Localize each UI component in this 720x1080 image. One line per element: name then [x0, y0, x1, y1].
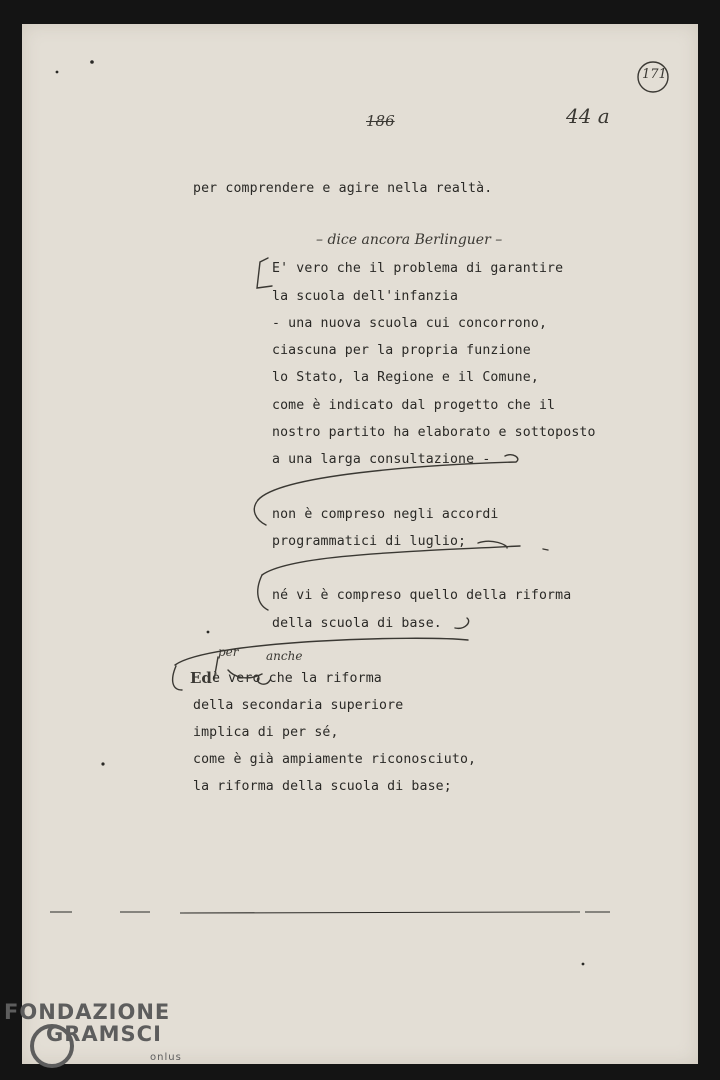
typed-line: della secondaria superiore	[193, 698, 404, 713]
archive-stamp-number: 171	[642, 67, 667, 82]
typed-line: implica di per sé,	[193, 725, 339, 740]
typed-line: la riforma della scuola di base;	[193, 779, 452, 794]
typed-line: a una larga consultazione -	[272, 452, 491, 467]
typed-line: come è già ampiamente riconosciuto,	[193, 752, 477, 767]
typed-line: della scuola di base.	[272, 616, 442, 631]
typed-line: è vero che la riforma	[212, 671, 382, 686]
handwritten-anche: anche	[266, 649, 303, 663]
typed-line: nostro partito ha elaborato e sottoposto	[272, 425, 596, 440]
typed-line: lo Stato, la Regione e il Comune,	[272, 370, 539, 385]
watermark-line2: GRAMSCI	[46, 1022, 162, 1046]
handwritten-insertion-dice: – dice ancora Berlinguer –	[316, 232, 503, 248]
struck-page-number: 186	[366, 112, 395, 130]
typed-line: come è indicato dal progetto che il	[272, 398, 556, 413]
typed-line: - una nuova scuola cui concorrono,	[272, 316, 548, 331]
handwritten-per: per	[218, 645, 239, 659]
typed-line: ciascuna per la propria funzione	[272, 343, 531, 358]
typed-line: non è compreso negli accordi	[272, 507, 499, 522]
typed-line: programmatici di luglio;	[272, 534, 467, 549]
watermark-line1: FONDAZIONE	[4, 1000, 171, 1024]
typed-line: E' vero che il problema di garantire	[272, 261, 564, 276]
typed-line: la scuola dell'infanzia	[272, 289, 459, 304]
typed-line: né vi è compreso quello della riforma	[272, 588, 572, 603]
handwritten-page-number: 44 a	[566, 104, 610, 128]
handwritten-ed: Ed	[190, 669, 212, 687]
typed-line: per comprendere e agire nella realtà.	[193, 181, 493, 196]
watermark-line3: onlus	[150, 1052, 182, 1063]
